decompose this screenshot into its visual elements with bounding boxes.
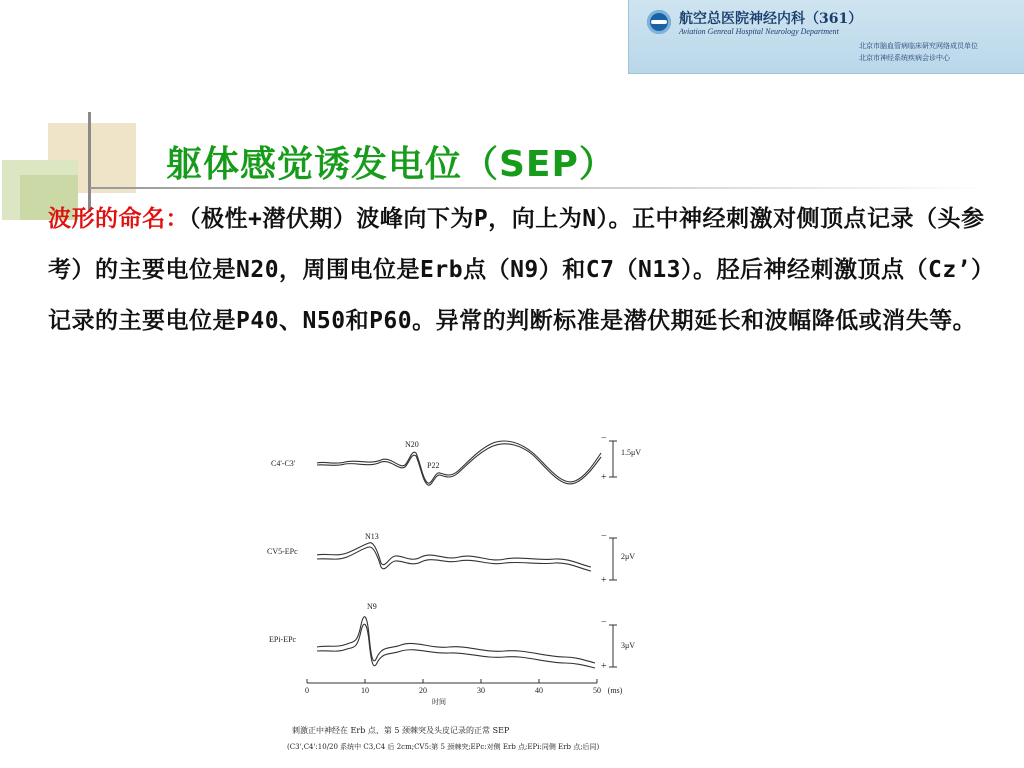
trace-label-epi-epc: EPi-EPc [269, 635, 297, 644]
tick-label: 50 [593, 686, 601, 695]
body-text: （极性+潜伏期）波峰向下为P，向上为N）。正中神经刺激对侧顶点记录（头参考）的主要电位是N20，周围电位是Erb点（N9）和C7（N13）。胫后神经刺激顶点（Cz’）记录的主要电位是P40、N50和P60。异常的判断标准是潜伏期延长和波幅降低或消失等。 [48, 206, 995, 334]
hospital-english-name: Aviation Genreal Hospital Neurology Department [679, 27, 839, 36]
calibration-bar-1 [609, 441, 617, 477]
trace-line [317, 444, 601, 485]
trace-cv5-epc [317, 543, 591, 571]
waveform-plot [265, 435, 655, 725]
calibration-plus-2: + [601, 575, 607, 586]
tick-label: 10 [361, 686, 369, 695]
sep-waveform-figure [265, 435, 655, 755]
calibration-minus-1: − [601, 433, 607, 444]
hospital-name: 航空总医院神经内科（361） [679, 11, 863, 27]
trace-c4-c3 [317, 441, 601, 485]
tick-label: 0 [305, 686, 309, 695]
trace-label-cv5-epc: CV5-EPc [267, 547, 298, 556]
trace-epi-epc [317, 617, 595, 668]
calibration-label-3: 3μV [621, 641, 636, 650]
calibration-label-2: 2μV [621, 552, 636, 561]
tick-label: 20 [419, 686, 427, 695]
calibration-minus-3: − [601, 617, 607, 628]
figure-caption: 刺激正中神经在 Erb 点、第 5 颈棘突及头皮记录的正常 SEP [292, 726, 510, 735]
slide-title: 躯体感觉诱发电位（SEP） [166, 144, 616, 185]
affiliation-line-1: 北京市脑血管病临床研究网络成员单位 [859, 42, 978, 50]
calibration-bar-2 [609, 538, 617, 580]
calibration-plus-1: + [601, 472, 607, 483]
peak-label-n20: N20 [405, 440, 419, 449]
hospital-logo-banner [628, 0, 1024, 74]
x-axis-unit: (ms) [607, 686, 623, 695]
calibration-plus-3: + [601, 661, 607, 672]
x-axis-label: 时间 [432, 698, 446, 706]
calibration-label-1: 1.5μV [621, 448, 642, 457]
peak-label-p22: P22 [427, 461, 440, 470]
figure-caption-note: (C3',C4':10/20 系统中 C3,C4 后 2cm;CV5:第 5 颈棘突;EPc:对侧 Erb 点;EPi:同侧 Erb 点;后同) [287, 743, 600, 751]
tick-label: 30 [477, 686, 485, 695]
tick-label: 40 [535, 686, 543, 695]
body-paragraph [48, 194, 998, 347]
hospital-logo-icon [647, 10, 671, 34]
trace-line [317, 441, 601, 483]
trace-line [317, 624, 595, 668]
calibration-bar-3 [609, 625, 617, 667]
affiliation-line-2: 北京市神经系统疾病会诊中心 [859, 54, 950, 62]
peak-label-n13: N13 [365, 532, 379, 541]
term-label: 波形的命名： [48, 206, 189, 232]
trace-label-c4-c3: C4'-C3' [271, 459, 296, 468]
calibration-minus-2: − [601, 531, 607, 542]
time-axis [307, 679, 597, 683]
title-underline [90, 187, 990, 189]
peak-label-n9: N9 [367, 602, 377, 611]
